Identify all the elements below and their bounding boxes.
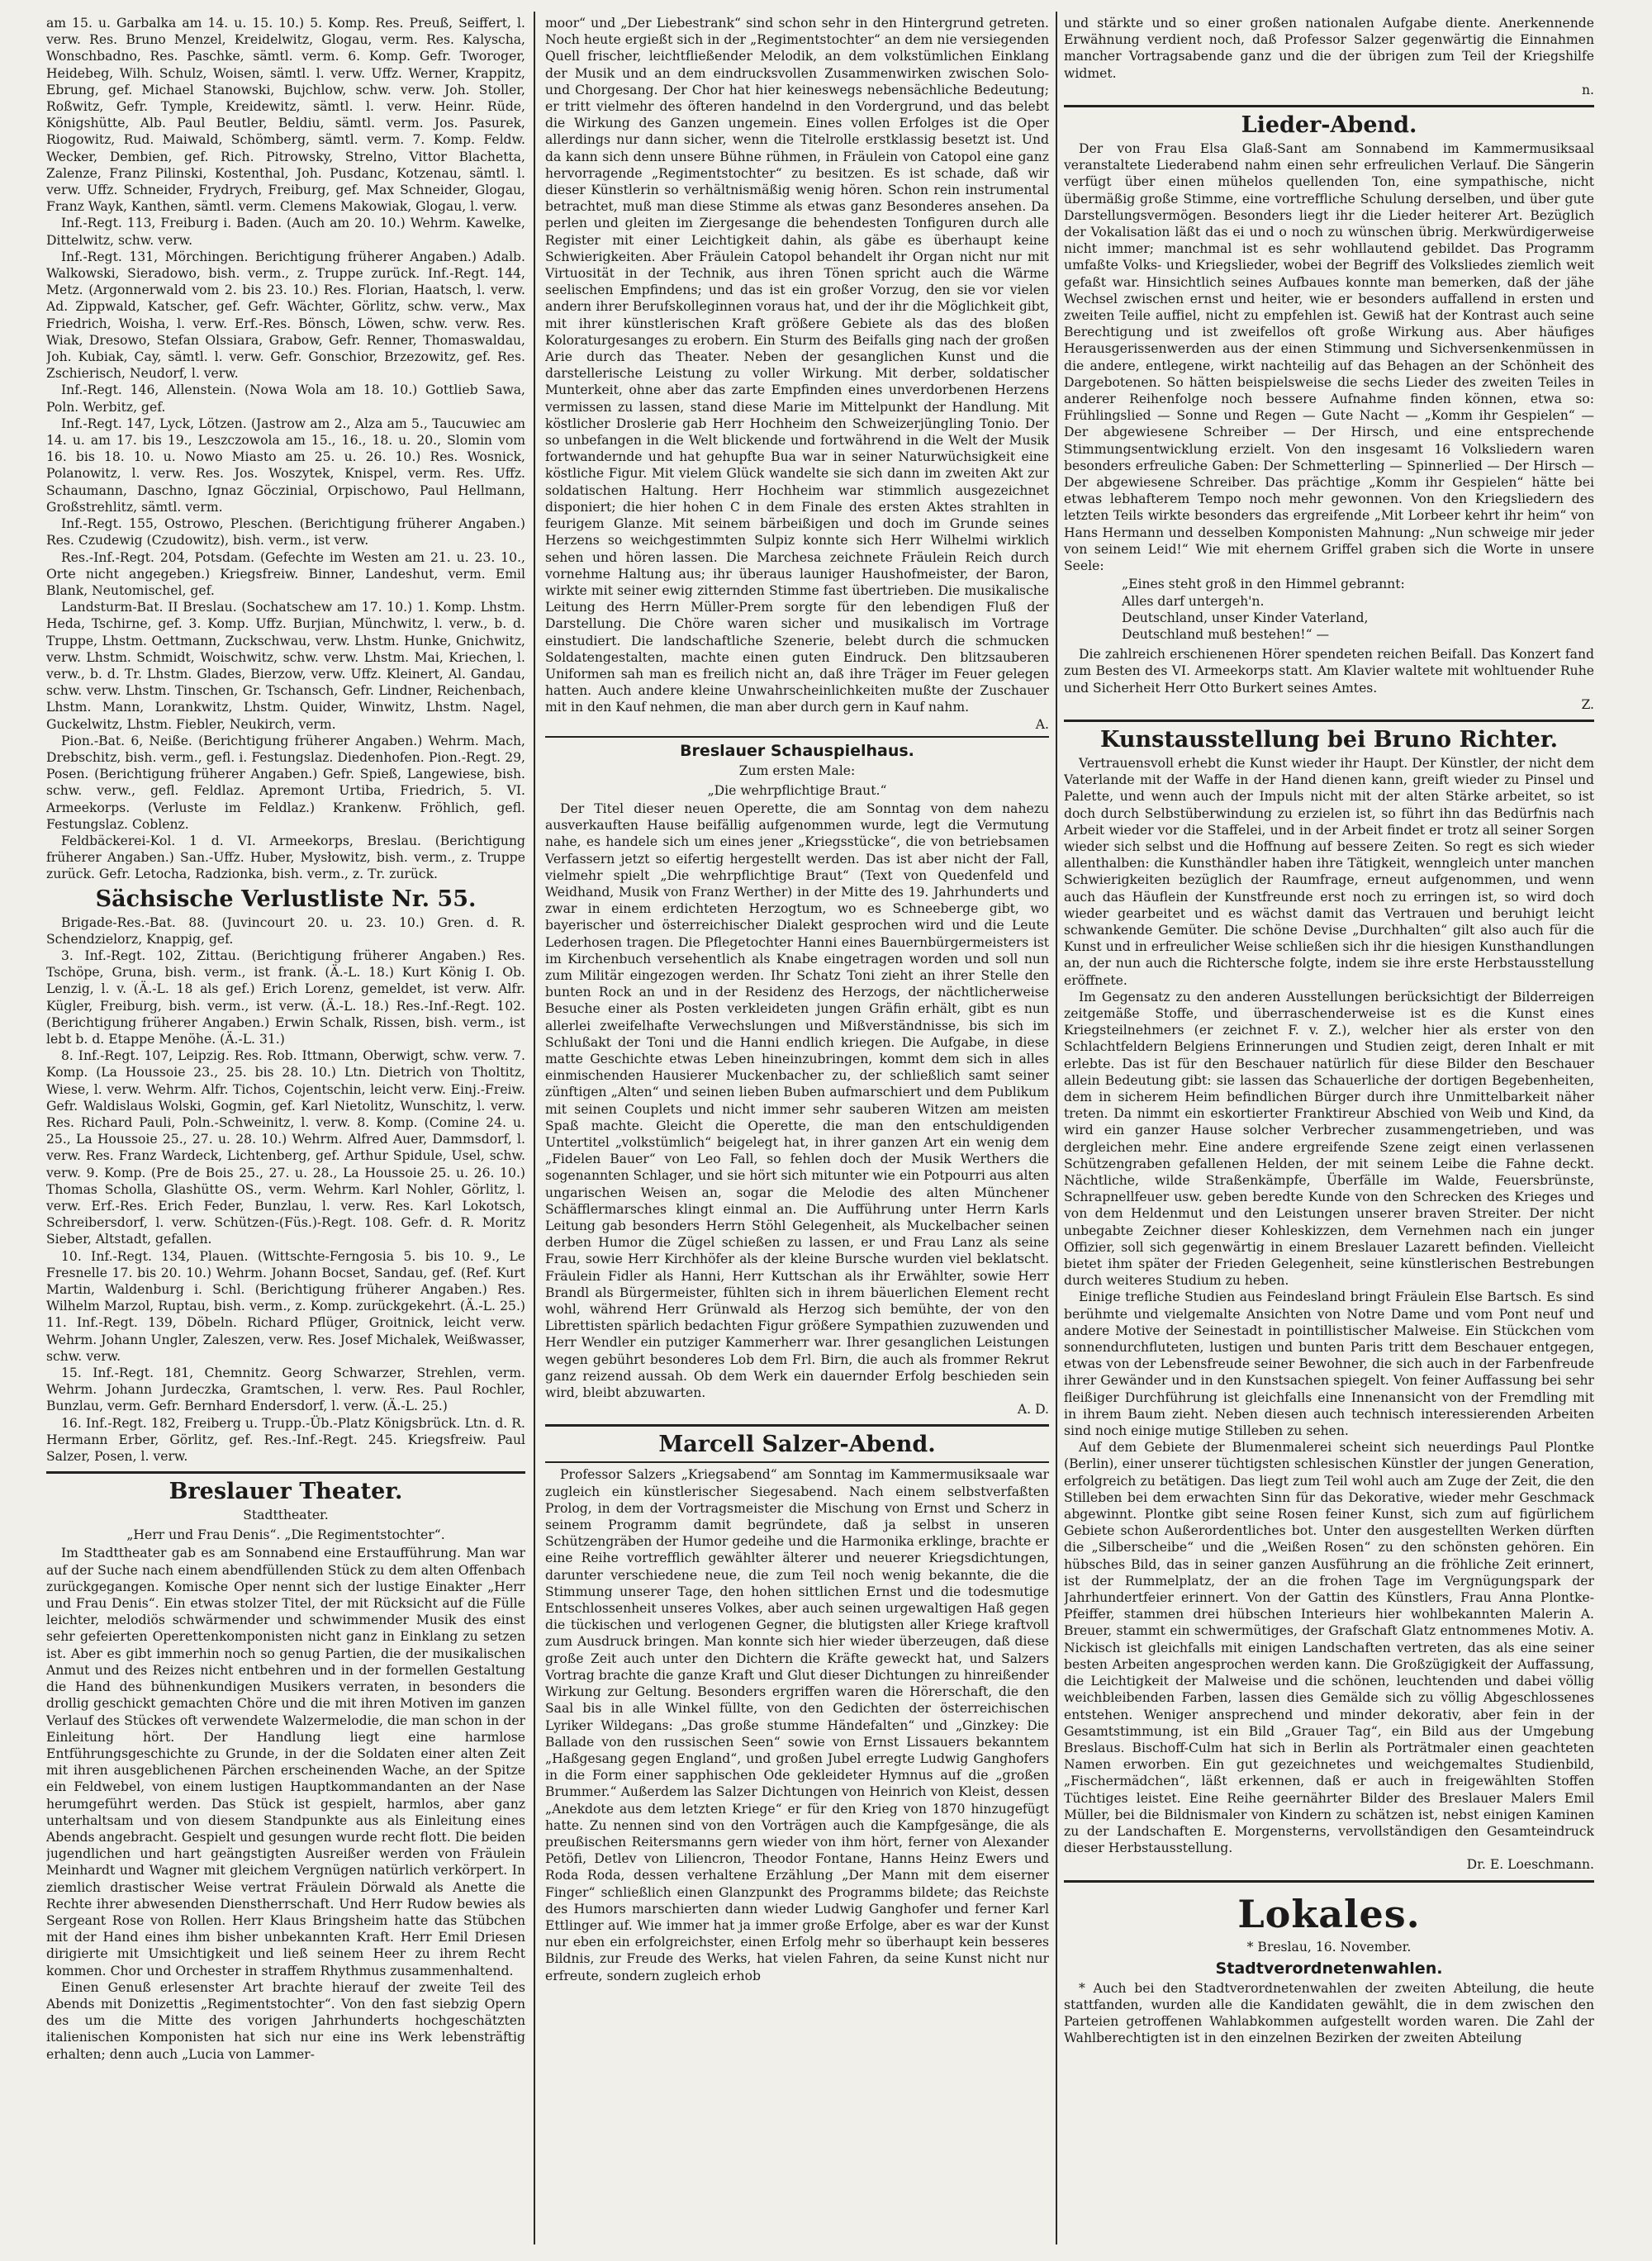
casualty-list-entry: Inf.-Regt. 147, Lyck, Lötzen. (Jastrow am 2., Alza am 5., Taucuwiec am 14. u. am 17. bis 19., Leszczowola am 15., 16., 18. u. 20., Slomin vom 16. bis 18. 10. u. Nowo Miasto am 25. u. 26. 10.) Res. Wosnick, Polanowitz, l. verw. Res. Jos. Woszytek, Knispel, verm. Res. Uffz. Schaumann, Daschno, Ignaz Göczinial, Orpischowo, Paul Hellmann, Großstrehlitz, sämtl. verm.	[46, 416, 525, 515]
article-kicker: „Die wehrpflichtige Braut.“	[707, 782, 887, 798]
casualty-list-entry: 10. Inf.-Regt. 134, Plauen. (Wittschte-Ferngosia 5. bis 10. 9., Le Fresnelle 17. bis 20. 10.) Wehrm. Johann Bocset, Sandau, gef. (Ref. Kurt Martin, Waldenburg i. Schl. (Berichtigung früherer Angaben.) Res. Wilhelm Marzol, Ruptau, bish. verm., z. Komp. zurückgekehrt. (Ä.-L. 25.) 11. Inf.-Regt. 139, Döbeln. Richard Pflüger, Groitnick, leicht verw. Wehrm. Johann Ungler, Zaleszen, verw. Res. Josef Michalek, Weißwasser, schw. verw.	[46, 1248, 525, 1364]
casualty-list-entry: Inf.-Regt. 113, Freiburg i. Baden. (Auch am 20. 10.) Wehrm. Kawelke, Dittelwitz, schw. verw.	[46, 216, 525, 248]
poem-line: „Eines steht groß in den Himmel gebrannt:	[1122, 577, 1405, 592]
section-title-lokales: Lokales.	[1237, 1891, 1421, 1936]
article-signature: A.	[1035, 716, 1049, 732]
section-divider	[545, 1461, 1049, 1463]
article-signature: Dr. E. Loeschmann.	[1466, 1857, 1594, 1873]
casualty-list-entry: am 15. u. Garbalka am 14. u. 15. 10.) 5. Komp. Res. Preuß, Seiffert, l. verw. Res. Bruno Menzel, Kreidelwitz, Glogau, verm. Res. Kalyscha, Wonschbadno, Res. Paschke, sämtl. verm. 6. Komp. Gefr. Tworoger, Heidebeg, Wilh. Schulz, Woisen, sämtl. l. verw. Uffz. Werner, Krappitz, Ebrung, gef. Michael Stanowski, Bujchlow, schw. verw. Joh. Stoller, Roßwitz, Gefr. Tymple, Kreidewitz, sämtl. l. verw. Heinr. Rüde, Königshütte, Alb. Paul Beutler, Beldiu, sämtl. verm. Jos. Pasurek, Riogowitz, Rud. Maiwald, Schömberg, sämtl. verm. 7. Komp. Feldw. Wecker, Dembien, gef. Rich. Pitrowsky, Strelno, Vittor Blachetta, Zalenze, Franz Pilinski, Kostenthal, Joh. Pusdanc, Kotzenau, sämtl. l. verw. Uffz. Schneider, Frydrych, Freiburg, gef. Max Schneider, Glogau, Franz Wayk, Kanthen, sämtl. verm. Clemens Makowiak, Glogau, l. verw.	[46, 16, 525, 215]
article-paragraph: Einen Genuß erlesenster Art brachte hierauf der zweite Teil des Abends mit Donizettis „Regimentstochter“. Von den fast siebzig Opern des um die Mitte des vorigen Jahrhunderts hochgeschätzten italienischen Komponisten hat sich nur eine ins Werk lebensträftig erhalten; denn auch „Lucia von Lammer-	[46, 1979, 525, 2062]
section-divider	[46, 1471, 525, 1474]
section-divider	[545, 736, 1049, 738]
article-paragraph: Der Titel dieser neuen Operette, die am Sonntag von dem nahezu ausverkauften Hause beifällig aufgenommen wurde, legt die Vermutung nahe, es handele sich um eines jener „Kriegsstücke“, die von betriebsamen Verfassern jetzt so eifertig hergestellt werden. Das ist aber nicht der Fall, vielmehr spielt „Die wehrpflichtige Braut“ (Text von Quedenfeld und Weidhand, Musik von Franz Werther) in der Mitte des 19. Jahrhunderts und zwar in einem erdichteten Herzogtum, wo es Schneeberge gibt, wo bayerischer und österreichischer Dialekt gesprochen wird und die Leute Lederhosen tragen. Die Pflegetochter Hanni eines Bauernbürgermeisters ist im Kirchenbuch versehentlich als Knabe eingetragen worden und soll nun zum Militär eingezogen werden. Ihr Schatz Toni zieht an ihrer Stelle den bunten Rock an und in der Residenz des Herzogs, der nächtlicherweise Besuche einer als Posten verkleideten jungen Gräfin erhält, gibt es nun allerlei zweifelhafte Verwechslungen und Mißverständnisse, bis sich im Schlußakt der Toni und die Hanni endlich kriegen. Die Aufgabe, in diese matte Geschichte etwas Leben hineinzubringen, kommt dem sich in alles einmischenden Hausierer Muckenbacher zu, der schließlich samt seiner zünftigen „Alten“ und seinen lieben Buben aufmarschiert und dem Publikum mit seinen Couplets und nicht immer sehr sauberen Witzen am meisten Spaß machte. Gleicht die Operette, die man den entschuldigenden Untertitel „volkstümlich“ beigelegt hat, in ihrer ganzen Art ein wenig dem „Fidelen Bauer“ von Leo Fall, so fehlen doch der Musik Werthers die sogenannten Schlager, und sie hört sich mitunter wie ein Potpourri aus alten ungarischen Weisen an, sogar die Melodie des alten Münchener Schäfflermarsches klingt einmal an. Die Aufführung unter Herrn Karls Leitung gab besonders Herrn Stöhl Gelegenheit, als Muckelbacher seinen derben Humor die Zügel schießen zu lassen, er und Frau Lanz als seine Frau, sowie Herr Kirchhöfer als der kleine Bursche wurden viel beklatscht. Fräulein Fidler als Hanni, Herr Kuttschan als ihr Erwählter, sowie Herr Brandl als Bürgermeister, fühlten sich in ihrem bäuerlichen Element recht wohl, während Herr Grünwald als Herzog sich bemühte, der von den Librettisten spärlich bedachten Figur größere Sympathien zuzuwenden und Herr Wendler ein putziger Kammerherr war. Ihrer gesanglichen Leistungen wegen gebührt besonderes Lob dem Frl. Birn, die auch als frommer Rekrut ganz reizend aussah. Ob dem Werk ein dauernder Erfolg beschieden sein wird, bleibt abzuwarten.	[545, 800, 1049, 1401]
article-title-liederabend: Lieder-Abend.	[1241, 112, 1417, 139]
dateline: * Breslau, 16. November.	[1246, 1939, 1412, 1955]
casualty-list-entry: Inf.-Regt. 146, Allenstein. (Nowa Wola am 18. 10.) Gottlieb Sawa, Poln. Werbitz, gef.	[46, 382, 525, 415]
casualty-list-entry: Res.-Inf.-Regt. 204, Potsdam. (Gefechte im Westen am 21. u. 23. 10., Orte nicht angegeben.) Kriegsfreiw. Binner, Landeshut, verm. Emil Blank, Neutomischel, gef.	[46, 549, 525, 598]
article-title-stadtverordnetenwahlen: Stadtverordnetenwahlen.	[1215, 1959, 1443, 1978]
casualty-list-entry: Feldbäckerei-Kol. 1 d. VI. Armeekorps, Breslau. (Berichtigung früherer Angaben.) San.-Uffz. Huber, Mysłowitz, bish. verm., z. Truppe zurück. Gefr. Letocha, Radzionka, bish. verm., z. Tr. zurück.	[46, 833, 525, 882]
poem-line: Deutschland, unser Kinder Vaterland,	[1122, 610, 1369, 625]
section-divider	[1064, 720, 1594, 722]
casualty-list-entry: Inf.-Regt. 131, Mörchingen. Berichtigung früherer Angaben.) Adalb. Walkowski, Sieradowo, bish. verm., z. Truppe zurück. Inf.-Regt. 144, Metz. (Argonnerwald vom 2. bis 23. 10.) Res. Florian, Haatsch, l. verw. Ad. Zippwald, Katscher, gef. Gefr. Wächter, Görlitz, schw. verw., Max Friedrich, Woisha, l. verw. Erf.-Res. Bönsch, Löwen, schw. verw. Res. Wiak, Dresowo, Stefan Olssiara, Grabow, Gefr. Renner, Thomaswaldau, Joh. Kubiak, Cay, sämtl. l. verw. Gefr. Gonschior, Brzezowitz, gef. Res. Zschierisch, Neudorf, l. verw.	[46, 249, 525, 382]
column-middle	[545, 15, 1049, 2243]
column-right	[1064, 15, 1594, 2243]
column-rule	[1056, 12, 1057, 2244]
article-paragraph: Im Stadttheater gab es am Sonnabend eine Erstaufführung. Man war auf der Suche nach einem abendfüllenden Stück zu dem alten Offenbach zurückgegangen. Komische Oper nennt sich der lustige Einakter „Herr und Frau Denis“. Ein etwas stolzer Titel, der mit Rücksicht auf die Fülle leichter, melodiös schwärmender und schwimmender Musik des einst sehr gefeierten Operettenkomponisten nicht ganz in Einklang zu setzen ist. Aber es gibt immerhin noch so genug Partien, die der musikalischen Anmut und des Reizes nicht entbehren und in der formellen Gestaltung die Hand des bühnenkundigen Musikers verraten, in besonders die drollig geschickt gemachten Chöre und die mit ihren Motiven im ganzen Verlauf des Stückes oft verwendete Walzermelodie, die man schon in der Einleitung hört. Der Handlung liegt eine harmlose Entführungsgeschichte zu Grunde, in der die Soldaten einer alten Zeit mit ihren ausgeblichenen Pärchen erscheinenden Wache, an der Spitze ein Feldwebel, von einem lustigen Hauptkommandanten an der Nase herumgeführt werden. Das Stück ist gespielt, harmlos, aber ganz unterhaltsam und von diesem Standpunkte aus als Einleitung eines Abends angebracht. Gespielt und gesungen wurde recht flott. Die beiden jugendlichen und hart geängstigten Ausreißer werden von Fräulein Meinhardt und Wagner mit gleichem Vergnügen natürlich verkörpert. In ziemlich drastischer Weise vertrat Fräulein Dörwald als Anette die Rechte ihrer abwesenden Dienstherrschaft. Und Herr Rudow bewies als Sergeant Rose von Rollen. Herr Klaus Bringsheim hatte das Stübchen mit der Hand eines ihm bisher unbekannten Kraft. Herr Emil Driesen dirigierte mit Umsichtigkeit und ließ seinem Heer zu ihrem Recht kommen. Chor und Orchester in straffem Rhythmus zusammenhaltend.	[46, 1546, 525, 1978]
casualty-list-entry: Pion.-Bat. 6, Neiße. (Berichtigung früherer Angaben.) Wehrm. Mach, Drebschitz, bish. verm., gefl. i. Festungslaz. Diedenhofen. Pion.-Regt. 29, Posen. (Berichtigung früherer Angaben.) Gefr. Spieß, Langewiese, bish. schw. verw., gefl. Feldlaz. Apremont Urtiba, Friedrich, 5. VI. Armeekorps. (Verluste im Feldlaz.) Krankenw. Fröhlich, gefl. Festungslaz. Coblenz.	[46, 733, 525, 832]
casualty-list-entry: Brigade-Res.-Bat. 88. (Juvincourt 20. u. 23. 10.) Gren. d. R. Schendzielorz, Knappig, gef.	[46, 914, 525, 947]
article-signature: Z.	[1581, 696, 1594, 712]
article-paragraph: Auf dem Gebiete der Blumenmalerei scheint sich neuerdings Paul Plontke (Berlin), einer unserer tüchtigsten schlesischen Künstler der jungen Generation, erfolgreich zu betätigen. Das liegt zum Teil wohl auch am Zuge der Zeit, die den Stilleben bei dem erwachten Sinn für das Dekorative, wieder mehr Geschmack abgewinnt. Plontke gibt seine Rosen feiner Kunst, sich zum auf figürlichem Gebiete schon Außerordentliches bot. Unter den ausgestellten Werken dürften die „Silberscheibe“ und die „Weißen Rosen“ zu den schönsten gehören. Ein hübsches Bild, das in seiner ganzen Ausführung an die fröhliche Zeit erinnert, ist der Rummelplatz, der an die frohen Tage im Vergnügungspark der Jahrhundertfeier erinnert. Von der Gattin des Künstlers, Frau Anna Plontke-Pfeiffer, stammen drei hübschen Interieurs hier wohlbekannten Malerin A. Breuer, stammt ein schwermütiges, der Grafschaft Glatz entnommenes Motiv. A. Nickisch ist gleichfalls mit einigen Landschaften vertreten, das als eine seiner besten Arbeiten angesprochen werden kann. Die Großzügigkeit der Auffassung, die Leichtigkeit der Malweise und die schönen, leuchtenden und dabei völlig weichbleibenden Farben, lassen dies Gemälde sich zu völlig Abgeschlossenes entstehen. Weniger ansprechend und minder dekorativ, aber fein in der Gesamtstimmung, ist ein Bild „Grauer Tag“, ein Bild aus der Umgebung Breslaus. Bischoff-Culm hat sich in Berlin als Porträtmaler einen geachteten Namen erworben. Ein gut gezeichnetes und weichgemaltes Studienbild, „Fischermädchen“, läßt erkennen, daß er auch in freigewählten Stoffen Tüchtiges leistet. Eine Reihe geernährter Bilder des Breslauer Malers Emil Müller, bei die Bildnismaler von Kindern zu schätzen ist, nebst einigen Kaminen zu der Landschaften E. Morgensterns, vervollständigen den Gesamteindruck dieser Herbstausstellung.	[1064, 1440, 1594, 1856]
article-signature: A. D.	[1017, 1402, 1049, 1418]
article-paragraph: Vertrauensvoll erhebt die Kunst wieder ihr Haupt. Der Künstler, der nicht dem Vaterlande mit der Waffe in der Hand dienen kann, greift wieder zu Pinsel und Palette, und wenn auch der Impuls nicht mit der alten Stärke arbeitet, so ist doch durch Selbstüberwindung zu erzielen ist, so führt ihn das Bedürfnis nach Arbeit wieder vor die Staffelei, und in der Arbeit findet er trotz all seiner Sorgen wieder sich selbst und die Hoffnung auf bessere Zeiten. So regt es sich wieder allenthalben: die Kunsthändler haben ihre Tätigkeit, wenngleich unter manchen Schwierigkeiten bezüglich der Raumfrage, erneut aufgenommen, und wenn auch das Häuflein der Kunstfreunde erst noch zu erringen ist, so wird doch wieder gearbeitet und es wächst damit das Vertrauen und beruhigt leicht schwankende Gemüter. Die schöne Devise „Durchhalten“ gilt also auch für die Kunst und in erfreulicher Weise schließen sich ihr die hiesigen Kunsthandlungen an, der nun auch die Richtersche folgte, indem sie ihre erste Herbstausstellung eröffnete.	[1064, 755, 1594, 988]
article-paragraph: Professor Salzers „Kriegsabend“ am Sonntag im Kammermusiksaale war zugleich ein künstlerischer Siegesabend. Nach einem selbstverfaßten Prolog, in dem der Vortragsmeister die Mischung von Ernst und Scherz in seinem Programm damit begründete, daß ja selbst in unseren Schützengräben der Humor gedeihe und die Harmonika erklinge, brachte er eine Reihe vortrefflich gewählter älterer und neuerer Kriegsdichtungen, darunter verschiedene neue, die zum Teil noch wenig bekannte, die die Stimmung unserer Tage, den hohen sittlichen Ernst und die todesmutige Entschlossenheit unseres Volkes, aber auch seinen urgewaltigen Haß gegen die tückischen und verlogenen Gegner, die blutigsten aller Kriege kraftvoll zum Ausdruck bringen. Man konnte sich hier wieder überzeugen, daß diese große Zeit auch unter den Dichtern die Kräfte geweckt hat, und Salzers Vortrag brachte die ganze Kraft und Glut dieser Dichtungen zu hinreißender Wirkung zur Geltung. Besonders ergriffen waren die Hörerschaft, die den Saal bis in alle Winkel füllte, von den Gedichten der österreichischen Lyriker Wildegans: „Das große stumme Händefalten“ und „Ginzkey: Die Ballade von den russischen Seen“ sowie von Ernst Lissauers bekanntem „Haßgesang gegen England“, und großen Jubel erregte Ludwig Ganghofers in die Form einer sapphischen Ode gekleideter Hymnus auf die „großen Brummer.“ Außerdem las Salzer Dichtungen von Heinrich von Kleist, dessen „Anekdote aus dem letzten Kriege“ er für den Krieg von 1870 hinzugefügt hatte. Zu nennen sind von den Vorträgen auch die Kampfgesänge, die als preußischen Reitersmanns gern wieder von ihm hört, ferner von Alexander Petöfi, Detlev von Liliencron, Theodor Fontane, Hanns Heinz Ewers und Roda Roda, dessen verhaltene Erzählung „Der Mann mit dem eiserner Finger“ schließlich einen Glanzpunkt des Programms bildete; das Reichste des Humors marschierten dann wieder Ludwig Ganghofer und ferner Karl Ettlinger auf. Wie immer hat ja immer große Erfolge, aber es war der Kunst nur eben ein erfolgreichster, einen Erfolg mehr so überhaupt kein besseres Bildnis, zur Freude des Werks, hat vielen Fahren, da seine Kunst nicht nur erfreute, sondern zugleich erhob	[545, 1467, 1049, 1983]
article-paragraph: Einige trefliche Studien aus Feindesland bringt Fräulein Else Bartsch. Es sind berühmte und vielgemalte Ansichten von Notre Dame und vom Pont neuf und andere Motive der Seinestadt in pointillistischer Malweise. Ein Stückchen vom sonnendurchfluteten, lustigen und bunten Paris tritt dem Beschauer entgegen, etwas von der Lebensfreude seiner Bewohner, die sich auch in der Farbenfreude ihrer Gewänder und in den Kunstsachen spiegelt. Von feiner Auffassung bei sehr fleißiger Durchführung ist gleichfalls eine Innenansicht von der Fremdling mit in ihrem Baum zieht. Neben diesen auch technisch interessierenden Arbeiten sind noch einige mutige Stilleben zu sehen.	[1064, 1290, 1594, 1439]
article-signature: n.	[1582, 82, 1594, 97]
section-divider	[1064, 105, 1594, 107]
article-title-schauspielhaus: Breslauer Schauspielhaus.	[680, 741, 914, 760]
section-heading-saxon-losses: Sächsische Verlustliste Nr. 55.	[95, 886, 477, 912]
article-paragraph: Im Gegensatz zu den anderen Ausstellungen berücksichtigt der Bilderreigen zeitgemäße Stoffe, und überraschenderweise ist es die Kunst eines Kriegsteilnehmers (er zeichnet F. v. Z.), welcher hier als erster von den Schlachtfeldern Belgiens Erinnerungen und Studien zeigt, deren Inhalt er mit erlebte. Das ist für den Beschauer natürlich für diese Bilder den Beschauer allein Bedeutung gibt: sie lassen das Schauerliche der dortigen Begebenheiten, dem in sicherem Heim befindlichen Bürger durch ihre Unmittelbarkeit näher treten. Da nimmt ein eskortierter Franktireur Abschied von Weib und Kind, da wird ein ganzer Hause solcher Verbrecher zusammengetrieben, und was dergleichen mehr. Eine andere ergreifende Szene zeigt einen verlassenen Schützengraben gefallenen Helden, der mit seinem Leibe die Fahne deckt. Nächtliche, wilde Straßenkämpfe, Überfälle im Walde, Feuersbrünste, Schrapnellfeuer usw. geben beredte Kunde von den Schrecken des Krieges und von dem Heldenmut und den Leistungen unserer braven Streiter. Der nicht unbegabte Zeichner dieser Kohleskizzen, dem Vernehmen nach ein junger Offizier, soll sich gegenwärtig in einem Breslauer Lazarett befinden. Vielleicht bietet ihm später der Frieden Gelegenheit, seine künstlerischen Bestrebungen durch weiteres Studium zu heben.	[1064, 989, 1594, 1289]
casualty-list-entry: Landsturm-Bat. II Breslau. (Sochatschew am 17. 10.) 1. Komp. Lhstm. Heda, Tschirne, gef. 3. Komp. Uffz. Burjian, Münchwitz, l. verw., b. d. Truppe, Lhstm. Oettmann, Zuckschwau, verw. Lhstm. Hunke, Gnichwitz, verw. Lhstm. Schmidt, Woischwitz, schw. verw. Lhstm. Mai, Kriechen, l. verw., b. d. Tr. Lhstm. Glades, Bierzow, verw. Uffz. Kleinert, Al. Gandau, schw. verw. Lhstm. Tinschen, Gr. Tschansch, Gefr. Lindner, Reichenbach, Lhstm. Mann, Lorankwitz, Lhstm. Quider, Winwitz, Lhstm. Nagel, Guckelwitz, Lhstm. Fiebler, Neukirch, verm.	[46, 600, 525, 732]
article-title-theater: Breslauer Theater.	[169, 1479, 403, 1505]
poem-quote	[1122, 576, 1594, 643]
casualty-list-entry: 16. Inf.-Regt. 182, Freiberg u. Trupp.-Üb.-Platz Königsbrück. Ltn. d. R. Hermann Erber, Görlitz, gef. Res.-Inf.-Regt. 245. Kriegsfreiw. Paul Salzer, Posen, l. verw.	[46, 1415, 525, 1465]
column-rule	[534, 12, 535, 2244]
section-divider	[1064, 1880, 1594, 1883]
article-paragraph: moor“ und „Der Liebestrank“ sind schon sehr in den Hintergrund getreten. Noch heute ergießt sich in der „Regimentstochter“ an dem nie versiegenden Quell frischer, leichtfließender Melodik, an dem volkstümlichen Einklang der Musik und an dem eindrucksvollen Zusammenwirken zwischen Solo- und Chorgesang. Der Chor hat hier keineswegs nebensächliche Bedeutung; er tritt vielmehr des öfteren handelnd in den Vordergrund, und das belebt die Wirkung des Ganzen ungemein. Eines vollen Erfolges ist die Oper allerdings nur dann sicher, wenn die Titelrolle erstklassig besetzt ist. Und da kann sich denn unsere Bühne rühmen, in Fräulein von Catopol eine ganz hervorragende „Regimentstochter“ zu besitzen. Es ist schade, daß wir dieser Künstlerin so verhältnismäßig wenig hören. Schon rein instrumental betrachtet, muß man diese Stimme als etwas ganz Besonderes ansehen. Da perlen und gleiten im Ziergesange die behendesten Tonfiguren durch alle Register mit einer Leichtigkeit dahin, als gäbe es überhaupt keine Schwierigkeiten. Aber Fräulein Catopol behandelt ihr Organ nicht nur mit Virtuosität in der Technik, aus ihren Tönen spricht auch die Wärme seelischen Empfindens; und das ist ein großer Vorzug, den sie vor vielen andern ihrer Berufskolleginnen voraus hat, und der ihr die Möglichkeit gibt, mit ihrer künstlerischen Kraft größere Gebiete als das des bloßen Koloraturgesanges zu erobern. Ein Sturm des Beifalls ging nach der großen Arie durch das Theater. Neben der gesanglichen Kunst und die darstellerische Leistung zu voller Wirkung. Mit derber, soldatischer Munterkeit, ohne aber das zarte Empfinden eines unverdorbenen Herzens vermissen zu lassen, stand diese Marie im Mittelpunkt der Handlung. Mit köstlicher Droslerie gab Herr Hochheim den Schweizerjüngling Tonio. Der so unbefangen in die Welt blickende und fortwährend in die Welt der Musik fortwandernde und hat gehupfte Bua war in seiner Naturwüchsigkeit eine köstliche Figur. Mit vielem Glück wandelte sie sich dann im zweiten Akt zur soldatischen Haltung. Herr Hochheim war stimmlich ausgezeichnet disponiert; die hier hohen C in dem Finale des ersten Aktes strahlten in feurigem Glanze. Mit seinem bärbeißigen und doch im Grunde seines Herzens so weichgestimmten Sulpiz konnte sich Herr Wilhelmi wirklich sehen und hören lassen. Die Marchesa zeichnete Fräulein Reich durch vornehme Haltung aus; ihr überaus launiger Haushofmeister, der Baron, wirkte mit seiner ewig zitternden Stimme fast übertrieben. Die musikalische Leitung des Herrn Müller-Prem sorgte für den lebendigen Fluß der Darstellung. Die Chöre waren sicher und musikalisch im Vortrage einstudiert. Die landschaftliche Szenerie, belebt durch die schmucken Soldatengestalten, machte einen guten Eindruck. Den blitzsauberen Uniformen sah man es freilich nicht an, daß ihre Träger im Feuer gelegen hatten. Auch andere kleine Unwahrscheinlichkeiten mußte der Zuschauer mit in den Kauf nehmen, die man aber durch gern in Kauf nahm.	[545, 16, 1049, 715]
casualty-list-entry: 3. Inf.-Regt. 102, Zittau. (Berichtigung früherer Angaben.) Res. Tschöpe, Gruna, bish. verm., ist frank. (Ä.-L. 18.) Kurt König I. Ob. Lenzig, l. v. (Ä.-L. 18 als gef.) Erich Lorenz, gemeldet, ist verw. Alfr. Kügler, Freiburg, bish. verm., ist verw. (Ä.-L. 18.) Res.-Inf.-Regt. 102. (Berichtigung früherer Angaben.) Erwin Schalk, Rissen, bish. verm., ist lebt b. d. Etappe Menöhe. (Ä.-L. 31.)	[46, 948, 525, 1047]
article-paragraph: Die zahlreich erschienenen Hörer spendeten reichen Beifall. Das Konzert fand zum Besten des VI. Armeekorps statt. Am Klavier waltete mit wohltuender Ruhe und Sicherheit Herr Otto Burkert seines Amtes.	[1064, 647, 1594, 696]
casualty-list-entry: Inf.-Regt. 155, Ostrowo, Pleschen. (Berichtigung früherer Angaben.) Res. Czudewig (Czudowitz), bish. verm., ist verw.	[46, 516, 525, 549]
article-subtitle: Stadttheater.	[243, 1508, 329, 1523]
casualty-list-entry: 15. Inf.-Regt. 181, Chemnitz. Georg Schwarzer, Strehlen, verm. Wehrm. Johann Jurdeczka, Gramtschen, l. verw. Res. Paul Rochler, Bunzlau, verm. Gefr. Bernhard Endersdorf, l. verw. (Ä.-L. 25.)	[46, 1366, 525, 1414]
article-paragraph: * Auch bei den Stadtverordnetenwahlen der zweiten Abteilung, die heute stattfanden, wurden alle die Kandidaten gewählt, die in dem zwischen den Parteien getroffenen Wahlabkommen aufgestellt worden waren. Die Zahl der Wahlberechtigten ist in den einzelnen Bezirken der zweiten Abteilung	[1064, 1980, 1594, 2046]
article-paragraph: und stärkte und so einer großen nationalen Aufgabe diente. Anerkennende Erwähnung verdient noch, daß Professor Salzer gegenwärtig die Einnahmen mancher Vortragsabende ganz und die der übrigen zum Teil der Kriegshilfe widmet.	[1064, 16, 1594, 81]
article-title-kunstausstellung: Kunstausstellung bei Bruno Richter.	[1099, 726, 1559, 753]
article-title-salzer: Marcell Salzer-Abend.	[658, 1432, 936, 1458]
poem-line: Deutschland muß bestehen!“ —	[1122, 626, 1330, 642]
article-kicker: „Herr und Frau Denis“. „Die Regimentstochter“.	[126, 1527, 445, 1543]
section-divider	[545, 1424, 1049, 1427]
poem-line: Alles darf untergeh'n.	[1122, 593, 1265, 609]
article-subtitle: Zum ersten Male:	[738, 762, 856, 778]
column-left	[46, 15, 525, 2243]
article-paragraph: Der von Frau Elsa Glaß-Sant am Sonnabend im Kammermusiksaal veranstaltete Liederabend nahm einen sehr erfreulichen Verlauf. Die Sängerin verfügt über einen mühelos quellenden Ton, eine sympathische, nicht übermäßig große Stimme, eine vortreffliche Schulung derselben, und über gute Darstellungsvermögen. Besonders liegt ihr die Lieder heiterer Art. Bezüglich der Vokalisation läßt das ei und o noch zu wünschen übrig. Merkwürdigerweise nicht immer; manchmal ist es sehr wohllautend gebildet. Das Programm umfaßte Volks- und Kriegslieder, wobei der Begriff des Volksliedes ziemlich weit gefaßt war. Hinsichtlich seines Aufbaues konnte man bemerken, daß der jähe Wechsel zwischen ernst und heiter, wie er besonders auffallend in ersten und zweiten Teile auffiel, nicht zu empfehlen ist. Gewiß hat der Kontrast auch seine Berechtigung und ist zweifellos oft große Wirkung aus. Aber häufiges Herausgerissenwerden aus der einen Stimmung und Sichversenkenmüssen in die andere, entlegene, wirkt nachteilig auf das Behagen an der Schönheit des Dargebotenen. So hätten beispielsweise die sechs Lieder des zweiten Teiles in anderer Reihenfolge noch bessere Aufnahme finden können, etwa so: Frühlingslied — Sonne und Regen — Gute Nacht — „Komm ihr Gespielen“ — Der abgewiesene Schreiber — Der Hirsch, und eine entsprechende Stimmungsentwicklung erzielt. Von den insgesamt 16 Volksliedern waren besonders erfreuliche Gaben: Der Schmetterling — Spinnerlied — Der Hirsch — Der abgewiesene Schreiber. Das prächtige „Komm ihr Gespielen“ hätte bei etwas lebhafterem Tempo noch mehr gewonnen. Von den Kriegsliedern des letzten Teils wirkte besonders das ergreifende „Mit Lorbeer kehrt ihr heim“ von Hans Hermann und desselben Komponisten Mahnung: „Nun schweige mir jeder von seinem Leid!“ Wie mit ehernem Griffel graben sich die Worte in unsere Seele:	[1064, 141, 1594, 574]
casualty-list-entry: 8. Inf.-Regt. 107, Leipzig. Res. Rob. Ittmann, Oberwigt, schw. verw. 7. Komp. (La Houssoie 23., 25. bis 28. 10.) Ltn. Dietrich von Tholtitz, Wiese, l. verw. Wehrm. Alfr. Tichos, Cojentschin, leicht verw. Einj.-Freiw. Gefr. Waldislaus Wolski, Gogmin, gef. Karl Nietolitz, Wunschitz, l. verw. Res. Richard Pauli, Poln.-Schweinitz, l. verw. 8. Komp. (Comine 24. u. 25., La Houssoie 25., 27. u. 28. 10.) Wehrm. Alfred Auer, Dammsdorf, l. verw. Res. Franz Wardeck, Lichtenberg, gef. Arthur Spidule, Usel, schw. verw. 9. Komp. (Pre de Bois 25., 27. u. 28., La Houssoie 25. u. 26. 10.) Thomas Scholla, Glashütte OS., verm. Wehrm. Karl Nohler, Görlitz, l. verw. Erf.-Res. Erich Feder, Bunzlau, l. verw. Res. Karl Lokotsch, Schreibersdorf, l. verw. Schützen-(Füs.)-Regt. 108. Gefr. d. R. Moritz Sieber, Altstadt, gefallen.	[46, 1048, 525, 1247]
